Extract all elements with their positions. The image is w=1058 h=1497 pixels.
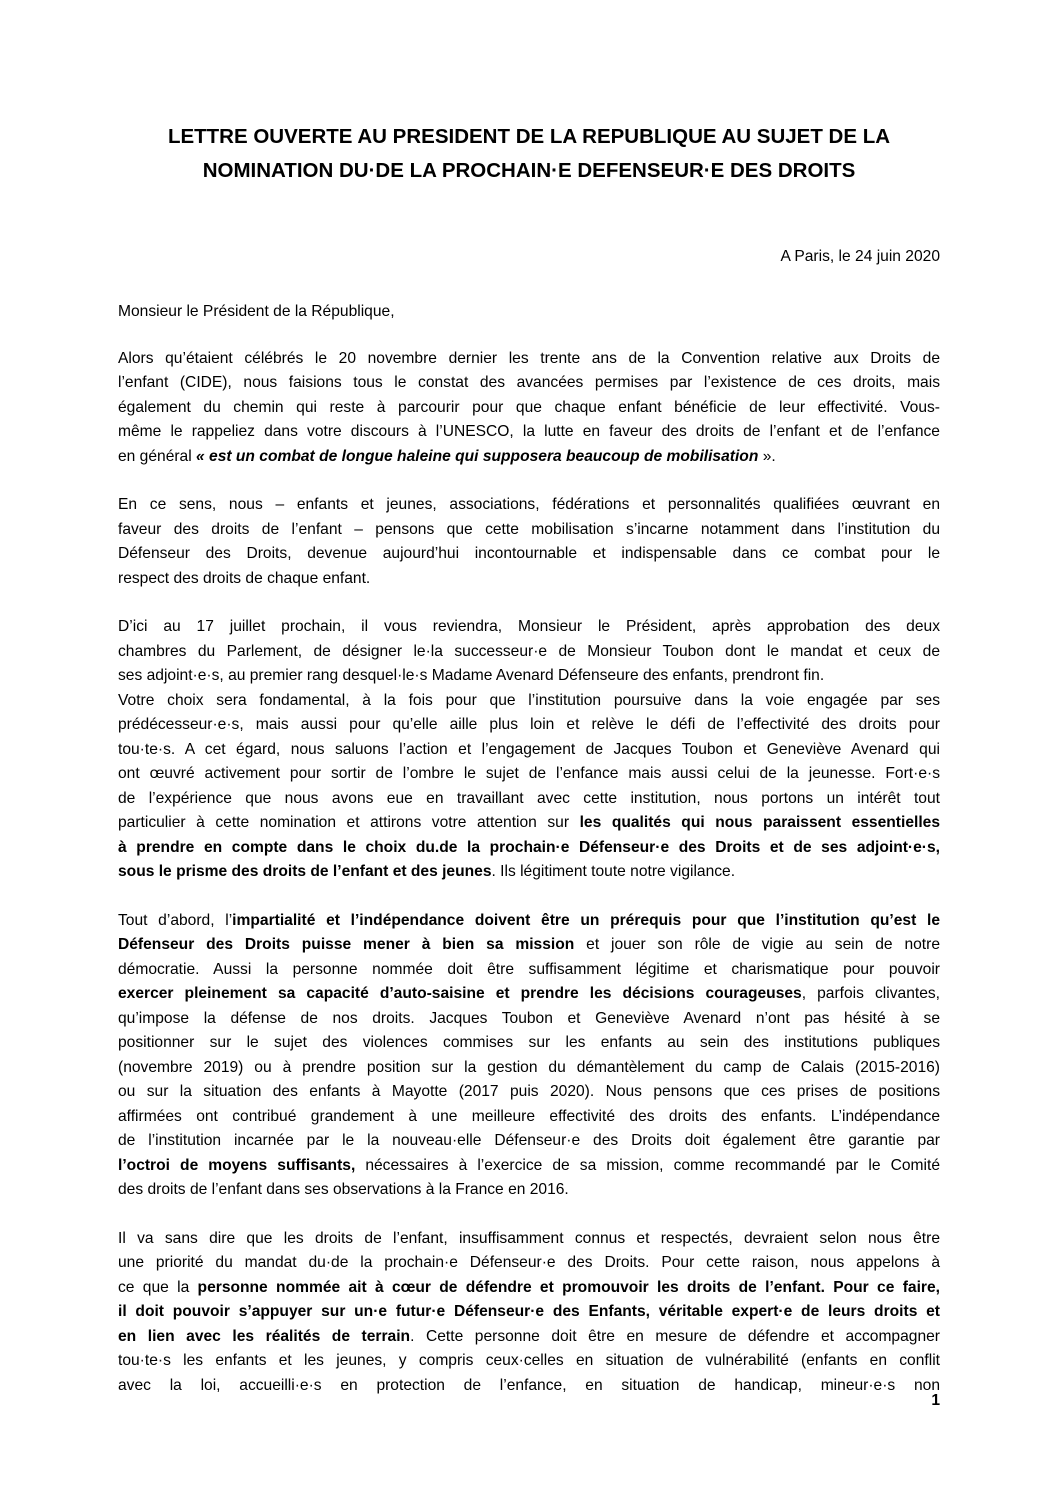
text-line xyxy=(118,860,940,885)
text-line xyxy=(118,909,940,934)
emphasis: l’octroi de moyens suffisants, xyxy=(118,1156,356,1174)
letter-body xyxy=(118,300,940,1398)
text-line: même le rappeliez dans votre discours à l’UNESCO, la lutte en faveur des droits de l’enfant et de l’enfance xyxy=(118,423,940,440)
text-line xyxy=(118,1154,940,1179)
text-line: Défenseur des Droits, devenue aujourd’hui incontournable et indispensable dans ce combat pour le xyxy=(118,545,940,562)
text-run: . Ils légitiment toute notre vigilance. xyxy=(491,863,736,880)
paragraph-3 xyxy=(118,615,940,885)
emphasis: les qualités qui nous paraissent essentielles xyxy=(579,814,940,831)
text-line: une priorité du mandat du·de la prochain·e Défenseur·e des Droits. Pour cette raison, nous appelons à xyxy=(118,1254,940,1271)
letter-title xyxy=(100,120,958,188)
text-line: également du chemin qui reste à parcourir pour que chaque enfant bénéficie de leur effectivité. Vous- xyxy=(118,398,940,416)
title-line-2: NOMINATION DU·DE LA PROCHAIN·E DEFENSEUR·E DES DROITS xyxy=(202,159,856,182)
text-run: . Cette personne doit être en mesure de défendre et accompagner xyxy=(410,1327,940,1345)
text-run: Tout d’abord, l’ xyxy=(118,911,233,929)
text-line: de l’expérience que nous avons eue en travaillant avec cette institution, nous portons un intérêt tout xyxy=(118,789,940,807)
text-line: affirmées ont contribué grandement à une meilleure effectivité des droits des enfants. L’indépendance xyxy=(118,1107,940,1125)
text-line: des droits de l’enfant dans ses observations à la France en 2016. xyxy=(118,1181,569,1198)
salutation: Monsieur le Président de la République, xyxy=(118,303,395,320)
text-line: de l’institution incarnée par le la nouveau·elle Défenseur·e des Droits doit également être garantie par xyxy=(118,1132,940,1149)
text-line: faveur des droits de l’enfant – pensons que cette mobilisation s’incarne notamment dans l’institution du xyxy=(118,520,940,538)
text-line: démocratie. Aussi la personne nommée doit être suffisamment légitime et charismatique pour pouvoir xyxy=(118,960,940,978)
text-line: tou·te·s les enfants et les jeunes, y compris ceux·celles en situation de vulnérabilité (enfants en conflit xyxy=(118,1352,940,1369)
text-line: positionner sur le sujet des violences commises sur les enfants au sein des institutions publiques xyxy=(118,1034,940,1051)
paragraph-1 xyxy=(118,347,940,470)
emphasis: sous le prisme des droits de l’enfant et des jeunes xyxy=(118,863,492,880)
text-line xyxy=(118,836,940,861)
text-line xyxy=(118,1276,940,1301)
text-line: ses adjoint·e·s, au premier rang desquel·le·s Madame Avenard Défenseure des enfants, prendront fin. xyxy=(118,667,825,684)
text-line: (novembre 2019) ou à prendre position sur la gestion du démantèlement du camp de Calais (2015-2016) xyxy=(118,1058,940,1076)
text-line: tou·te·s. A cet égard, nous saluons l’action et l’engagement de Jacques Toubon et Geneviève Avenard qui xyxy=(118,740,940,758)
quotation: « est un combat de longue haleine qui supposera beaucoup de mobilisation xyxy=(196,447,759,465)
text-line: ou sur la situation des enfants à Mayotte (2017 puis 2020). Nous pensons que ces prises de positions xyxy=(118,1083,940,1100)
text-run: ». xyxy=(758,447,776,465)
text-line: avec la loi, accueilli·e·s en protection de l’enfance, en situation de handicap, mineur·e·s non xyxy=(118,1376,940,1394)
text-run: ce que la xyxy=(118,1278,198,1296)
text-line xyxy=(118,811,940,836)
text-line: qu’impose la défense de nos droits. Jacques Toubon et Geneviève Avenard n’ont pas hésité à se xyxy=(118,1009,940,1027)
emphasis: impartialité et l’indépendance doivent être un prérequis pour que l’institution qu’est le xyxy=(232,911,940,929)
text-line xyxy=(118,933,940,958)
text-line: prédécesseur·e·s, mais aussi pour qu’elle aille plus loin et relève le défi de l’effectivité des droits pour xyxy=(118,716,940,733)
emphasis: Défenseur des Droits puisse mener à bien sa mission xyxy=(118,936,575,953)
text-line: Votre choix sera fondamental, à la fois pour que l’institution poursuive dans la voie engagée par ses xyxy=(118,691,940,709)
text-run: nécessaires à l’exercice de sa mission, comme recommandé par le Comité xyxy=(355,1156,940,1174)
text-line: ont œuvré activement pour sortir de l’ombre le sujet de l’enfance mais aussi celui de la jeunesse. Fort·e·s xyxy=(118,765,940,782)
text-run: et jouer son rôle de vigie au sein de notre xyxy=(574,936,940,953)
text-line xyxy=(118,1325,940,1350)
paragraph-4 xyxy=(118,909,940,1203)
paragraph-2 xyxy=(118,493,940,591)
emphasis: il doit pouvoir s’appuyer sur un·e futur·e Défenseur·e des Enfants, véritable expert·e de leurs droits et xyxy=(118,1303,940,1320)
text-line xyxy=(118,982,940,1007)
paragraph-5 xyxy=(118,1227,940,1399)
text-run: particulier à cette nomination et attirons votre attention sur xyxy=(118,814,580,831)
page-number: 1 xyxy=(931,1392,940,1409)
dateline: A Paris, le 24 juin 2020 xyxy=(780,248,940,265)
emphasis: à prendre en compte dans le choix du.de la prochain·e Défenseur·e des Droits et de ses adjoint·e·s, xyxy=(118,838,940,856)
text-run: en général xyxy=(118,447,197,465)
text-line: Il va sans dire que les droits de l’enfant, insuffisamment connus et respectés, devraient selon nous être xyxy=(118,1229,940,1247)
text-line: chambres du Parlement, de désigner le·la successeur·e de Monsieur Toubon dont le mandat et ceux de xyxy=(118,642,940,660)
text-line: respect des droits de chaque enfant. xyxy=(118,569,371,587)
text-line xyxy=(118,445,940,470)
emphasis: exercer pleinement sa capacité d’auto-saisine et prendre les décisions courageuses xyxy=(118,985,802,1002)
text-run: , parfois clivantes, xyxy=(801,985,940,1002)
text-line: En ce sens, nous – enfants et jeunes, associations, fédérations et personnalités qualifiées œuvrant en xyxy=(118,496,940,513)
text-line: Alors qu’étaient célébrés le 20 novembre dernier les trente ans de la Convention relative aux Droits de xyxy=(118,349,940,367)
text-line: D’ici au 17 juillet prochain, il vous reviendra, Monsieur le Président, après approbation des deux xyxy=(118,618,940,635)
title-line-1: LETTRE OUVERTE AU PRESIDENT DE LA REPUBLIQUE AU SUJET DE LA xyxy=(167,125,891,148)
emphasis: personne nommée ait à cœur de défendre et promouvoir les droits de l’enfant. Pour ce faire, xyxy=(197,1278,940,1296)
emphasis: en lien avec les réalités de terrain xyxy=(118,1327,411,1345)
text-line: l’enfant (CIDE), nous faisions tous le constat des avancées permises par l’existence de ces droits, mais xyxy=(118,374,940,391)
text-line xyxy=(118,1300,940,1325)
